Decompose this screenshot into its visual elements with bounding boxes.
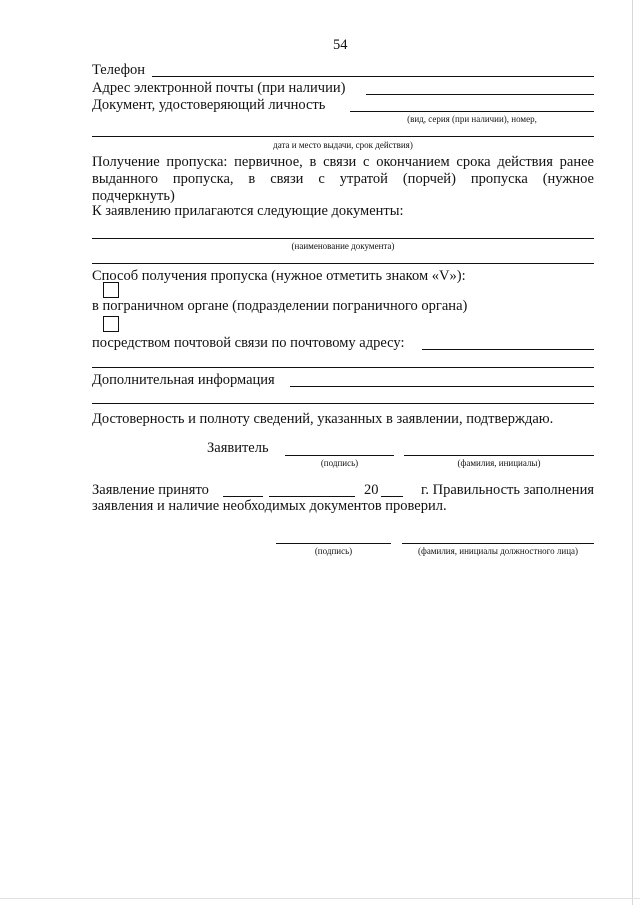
checkbox-post[interactable]	[103, 316, 119, 332]
receipt-label: Способ получения пропуска (нужное отметить знаком «V»):	[92, 268, 466, 284]
checkbox-border-office[interactable]	[103, 282, 119, 298]
applicant-name-line[interactable]	[404, 455, 594, 456]
applicant-name-hint: (фамилия, инициалы)	[457, 458, 541, 468]
additional-info-line-1[interactable]	[290, 386, 594, 387]
id-hint-1: (вид, серия (при наличии), номер,	[407, 114, 537, 124]
documents-line-1[interactable]	[92, 238, 594, 239]
official-signature-line[interactable]	[276, 543, 391, 544]
additional-info-line-2[interactable]	[92, 403, 594, 404]
phone-label: Телефон	[92, 62, 145, 78]
acceptance-line-2: заявления и наличие необходимых документов проверил.	[92, 498, 447, 514]
acceptance-year-prefix: 20	[364, 482, 379, 498]
documents-hint: (наименование документа)	[291, 241, 395, 251]
documents-line-2[interactable]	[92, 263, 594, 264]
acceptance-year-line[interactable]	[381, 496, 403, 497]
pass-type-line-3: подчеркнуть)	[92, 188, 175, 204]
applicant-signature-line[interactable]	[285, 455, 394, 456]
additional-info-label: Дополнительная информация	[92, 372, 275, 388]
acceptance-day-line[interactable]	[223, 496, 263, 497]
page-edge-right	[632, 0, 633, 905]
id-document-label: Документ, удостоверяющий личность	[92, 97, 326, 113]
page-edge-bottom	[0, 898, 640, 899]
acceptance-prefix: Заявление принято	[92, 482, 209, 498]
option-border-office: в пограничном органе (подразделении пограничного органа)	[92, 298, 468, 314]
page-number: 54	[333, 37, 348, 53]
email-label: Адрес электронной почты (при наличии)	[92, 80, 346, 96]
id-hint-2: дата и место выдачи, срок действия)	[273, 140, 413, 150]
id-document-line-2[interactable]	[92, 136, 594, 137]
email-line[interactable]	[366, 94, 594, 95]
postal-address-line-1[interactable]	[422, 349, 594, 350]
official-signature-hint: (подпись)	[314, 546, 353, 556]
pass-type-line-1: Получение пропуска: первичное, в связи с окончанием срока действия ранее	[92, 154, 594, 170]
applicant-signature-hint: (подпись)	[320, 458, 359, 468]
confirmation-text: Достоверность и полноту сведений, указанных в заявлении, подтверждаю.	[92, 411, 554, 427]
pass-type-line-2: выданного пропуска, в связи с утратой (порчей) пропуска (нужное	[92, 171, 594, 187]
option-post: посредством почтовой связи по почтовому адресу:	[92, 335, 405, 351]
documents-label: К заявлению прилагаются следующие документы:	[92, 203, 404, 219]
applicant-label: Заявитель	[207, 440, 269, 456]
id-document-line[interactable]	[350, 111, 594, 112]
phone-line[interactable]	[152, 76, 594, 77]
postal-address-line-2[interactable]	[92, 367, 594, 368]
official-name-hint: (фамилия, инициалы должностного лица)	[417, 546, 578, 556]
acceptance-month-line[interactable]	[269, 496, 355, 497]
official-name-line[interactable]	[402, 543, 594, 544]
acceptance-suffix: г. Правильность заполнения	[421, 482, 594, 498]
